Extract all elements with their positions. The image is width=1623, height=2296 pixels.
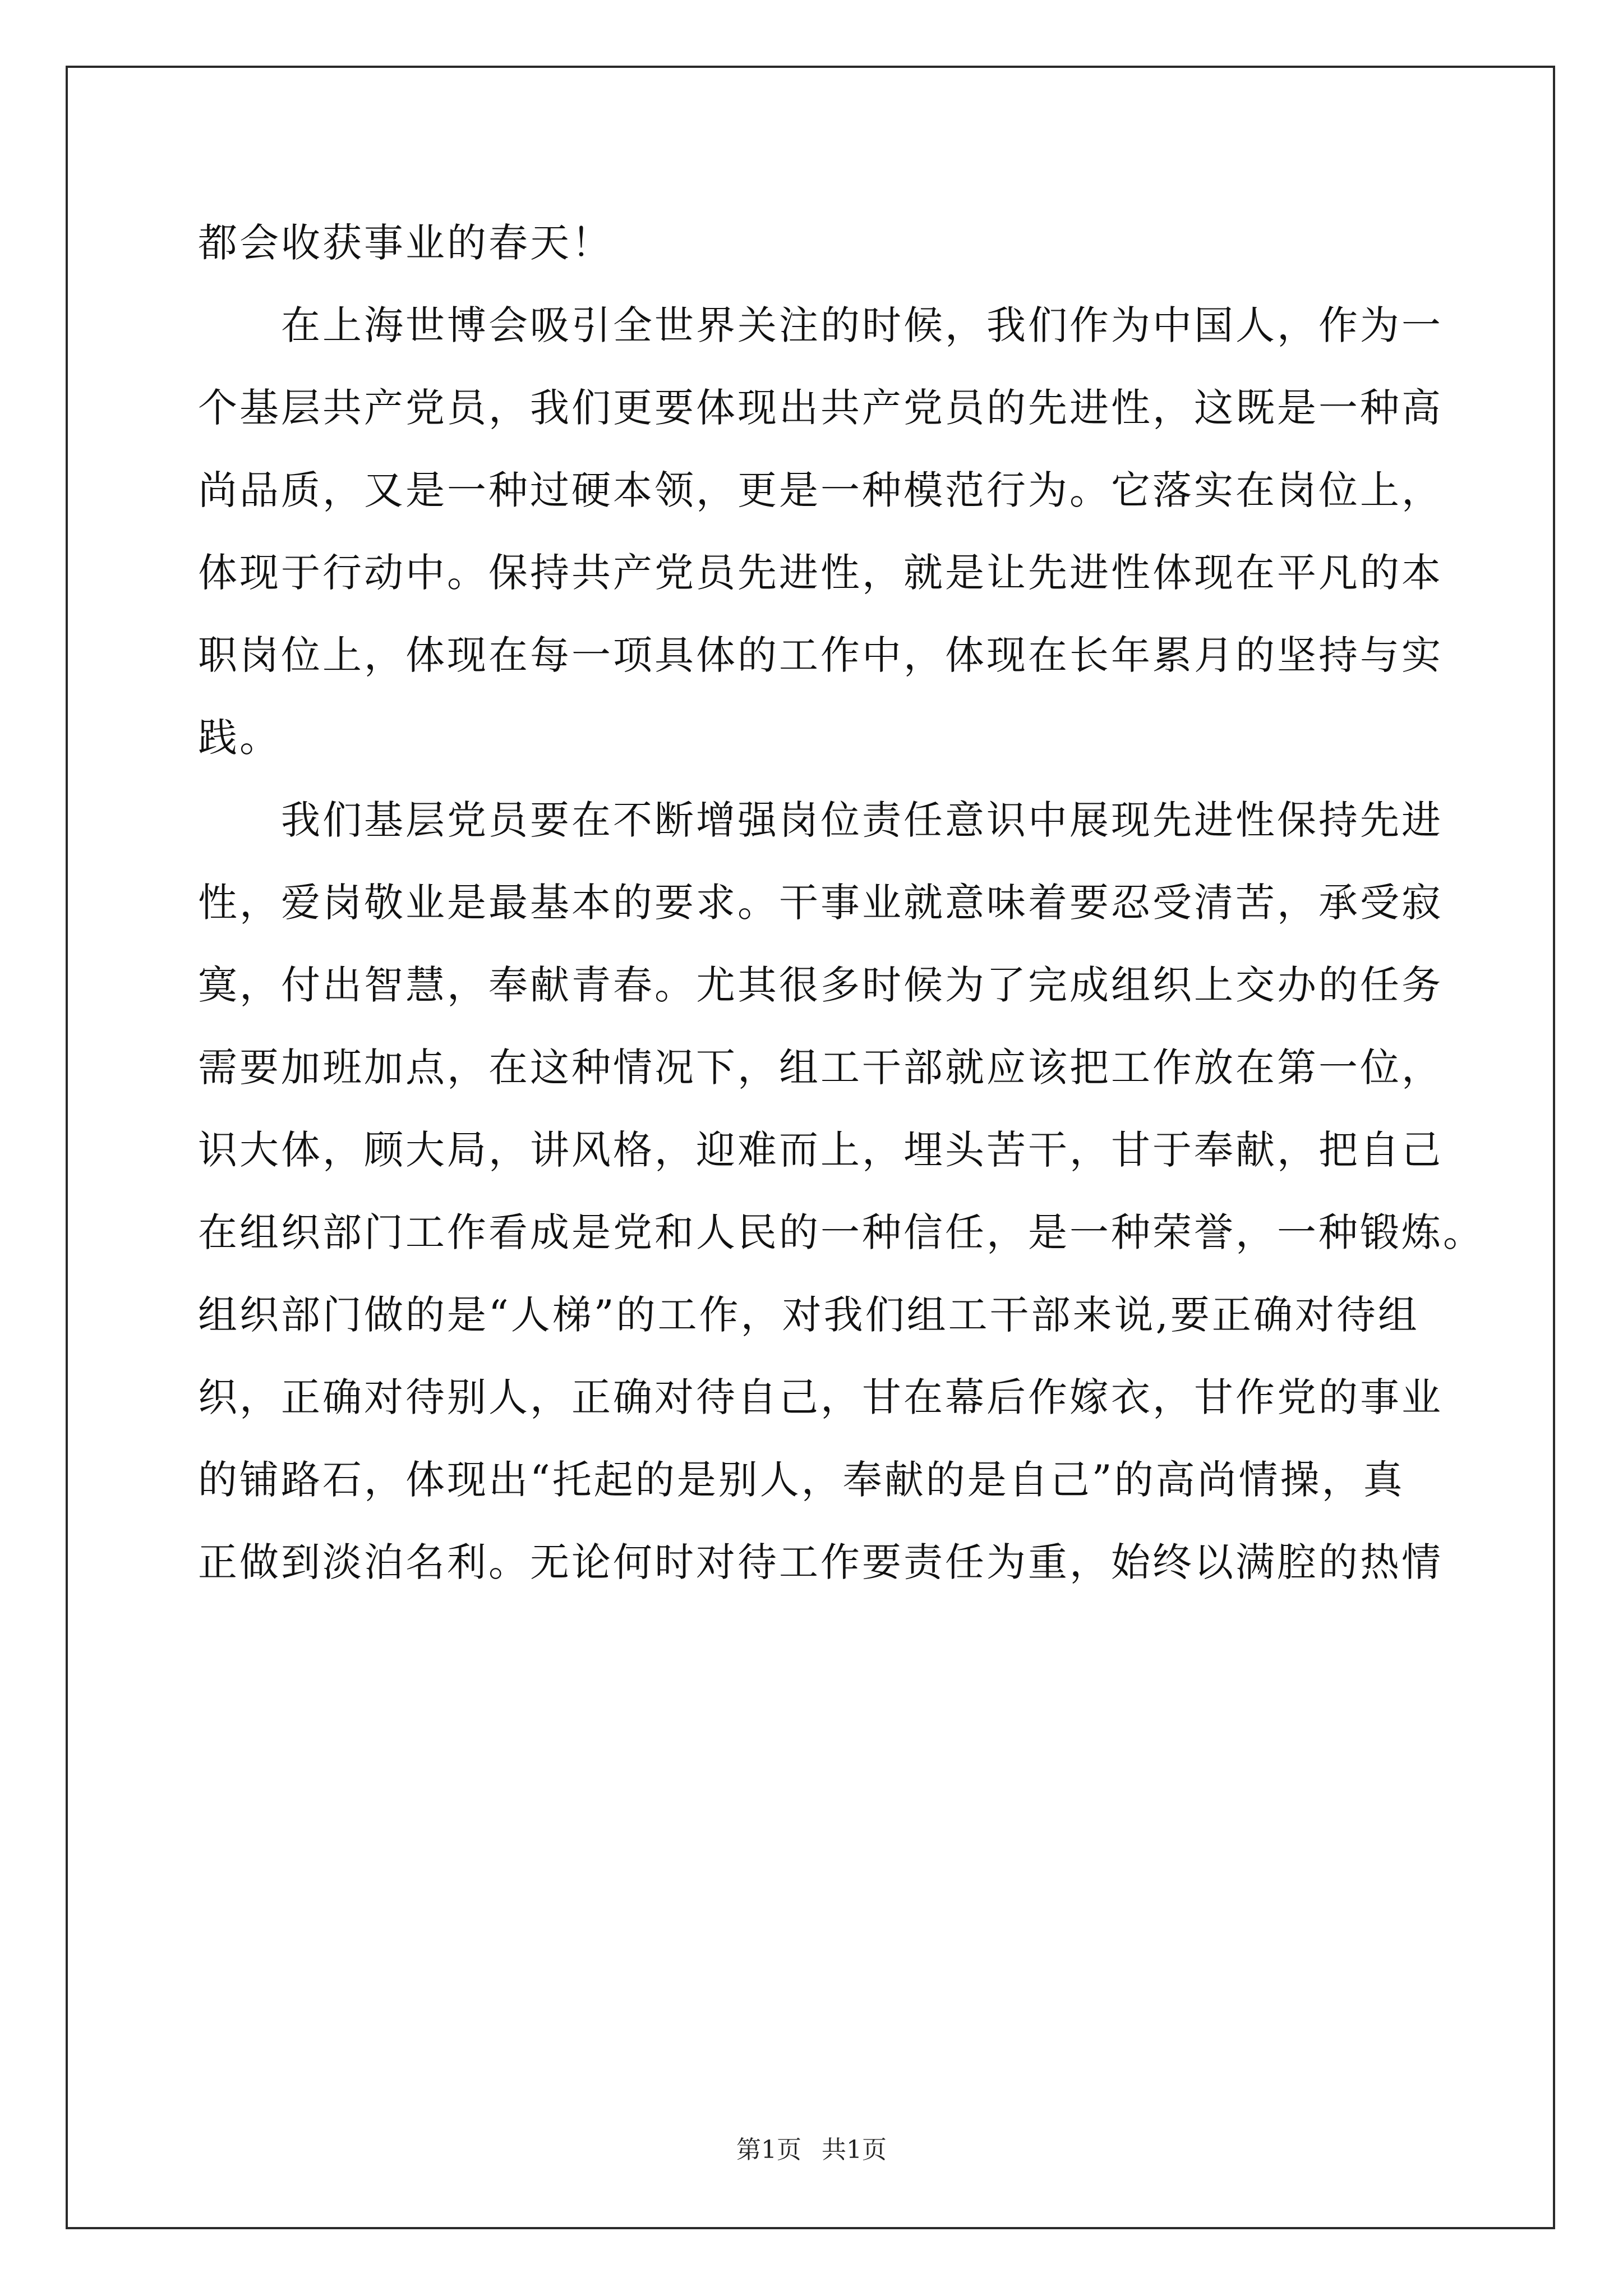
text-line: 需要加班加点，在这种情况下，组工干部就应该把工作放在第一位， xyxy=(198,1045,1443,1091)
text-line: 在上海世博会吸引全世界关注的时候，我们作为中国人，作为一 xyxy=(281,302,1443,348)
text-line: 性，爱岗敬业是最基本的要求。干事业就意味着要忍受清苦，承受寂 xyxy=(198,880,1443,926)
text-line: 尚品质，又是一种过硬本领，更是一种模范行为。它落实在岗位上， xyxy=(198,467,1443,513)
page-total: 共1页 xyxy=(822,2136,887,2164)
page-number: 第1页 xyxy=(736,2136,801,2164)
text-line: 体现于行动中。保持共产党员先进性，就是让先进性体现在平凡的本 xyxy=(198,550,1443,596)
text-line: 在组织部门工作看成是党和人民的一种信任，是一种荣誉，一种锻炼。 xyxy=(198,1209,1484,1255)
page-footer xyxy=(0,2129,1623,2165)
text-line: 都会收获事业的春天！ xyxy=(198,220,613,266)
document-body xyxy=(198,202,1484,1604)
text-line: 践。 xyxy=(198,715,281,761)
text-line: 我们基层党员要在不断增强岗位责任意识中展现先进性保持先进 xyxy=(281,797,1443,843)
text-line: 的铺路石，体现出“托起的是别人，奉献的是自己”的高尚情操，真 xyxy=(198,1457,1405,1503)
text-line: 组织部门做的是“人梯”的工作，对我们组工干部来说,要正确对待组 xyxy=(198,1292,1419,1338)
text-line: 识大体，顾大局，讲风格，迎难而上，埋头苦干，甘于奉献，把自己 xyxy=(198,1127,1443,1173)
text-line: 正做到淡泊名利。无论何时对待工作要责任为重，始终以满腔的热情 xyxy=(198,1539,1443,1585)
text-line: 个基层共产党员，我们更要体现出共产党员的先进性，这既是一种高 xyxy=(198,385,1443,431)
text-line: 寞，付出智慧，奉献青春。尤其很多时候为了完成组织上交办的任务 xyxy=(198,962,1443,1008)
text-line: 织，正确对待别人，正确对待自己，甘在幕后作嫁衣，甘作党的事业 xyxy=(198,1374,1443,1420)
text-line: 职岗位上，体现在每一项具体的工作中，体现在长年累月的坚持与实 xyxy=(198,632,1443,678)
